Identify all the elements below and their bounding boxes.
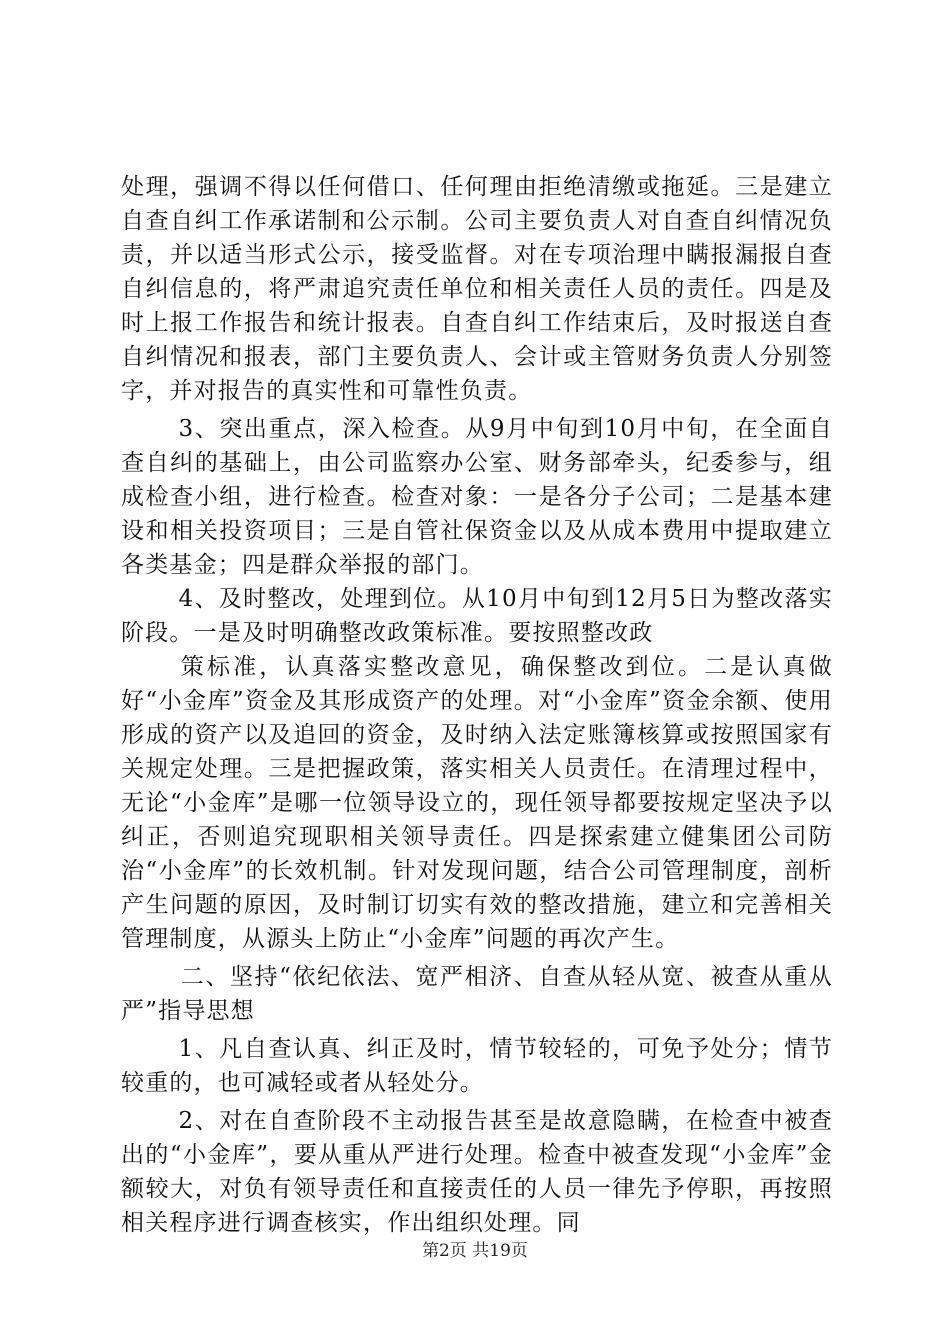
document-body [121,170,833,1240]
page-number-footer: 第2页 共19页 [422,1241,528,1261]
paragraph-1: 处理，强调不得以任何借口、任何理由拒绝清缴或拖延。三是建立自查自纠工作承诺制和公示制。公司主要负责人对自查自纠情况负责，并以适当形式公示，接受监督。对在专项治理中瞒报漏报自查自纠信息的，将严肃追究责任单位和相关责任人员的责任。四是及时上报工作报告和统计报表。自查自纠工作结束后，及时报送自查自纠情况和报表，部门主要负责人、会计或主管财务负责人分别签字，并对报告的真实性和可靠性负责。 [121,174,833,404]
paragraph-6: 2、对在自查阶段不主动报告甚至是故意隐瞒，在检查中被查出的“小金库”，要从重从严进行处理。检查中被查发现“小金库”金额较大，对负有领导责任和直接责任的人员一律先予停职，再按照相关程序进行调查核实，作出组织处理。同 [121,1108,833,1236]
paragraph-4: 策标准，认真落实整改意见，确保整改到位。二是认真做好“小金库”资金及其形成资产的处理。对“小金库”资金余额、使用形成的资产以及追回的资金，及时纳入法定账簿核算或按照国家有关规定处理。三是把握政策，落实相关人员责任。在清理过程中，无论“小金库”是哪一位领导设立的，现任领导都要按规定坚决予以纠正，否则追究现职相关领导责任。四是探索建立健集团公司防治“小金库”的长效机制。针对发现问题，结合公司管理制度，剖析产生问题的原因，及时制订切实有效的整改措施，建立和完善相关管理制度，从源头上防止“小金库”问题的再次产生。 [121,654,833,952]
section-heading: 二、坚持“依纪依法、宽严相济、自查从轻从宽、被查从重从严”指导思想 [121,964,833,1024]
paragraph-5: 1、凡自查认真、纠正及时，情节较轻的，可免予处分；情节较重的，也可减轻或者从轻处分。 [121,1036,833,1096]
paragraph-2: 3、突出重点，深入检查。从9月中旬到10月中旬，在全面自查自纠的基础上，由公司监察办公室、财务部牵头，纪委参与，组成检查小组，进行检查。检查对象：一是各分子公司；二是基本建设和相关投资项目；三是自管社保资金以及从成本费用中提取建立各类基金；四是群众举报的部门。 [121,416,833,578]
paragraph-3: 4、及时整改，处理到位。从10月中旬到12月5日为整改落实阶段。一是及时明确整改政策标准。要按照整改政 [121,586,833,646]
